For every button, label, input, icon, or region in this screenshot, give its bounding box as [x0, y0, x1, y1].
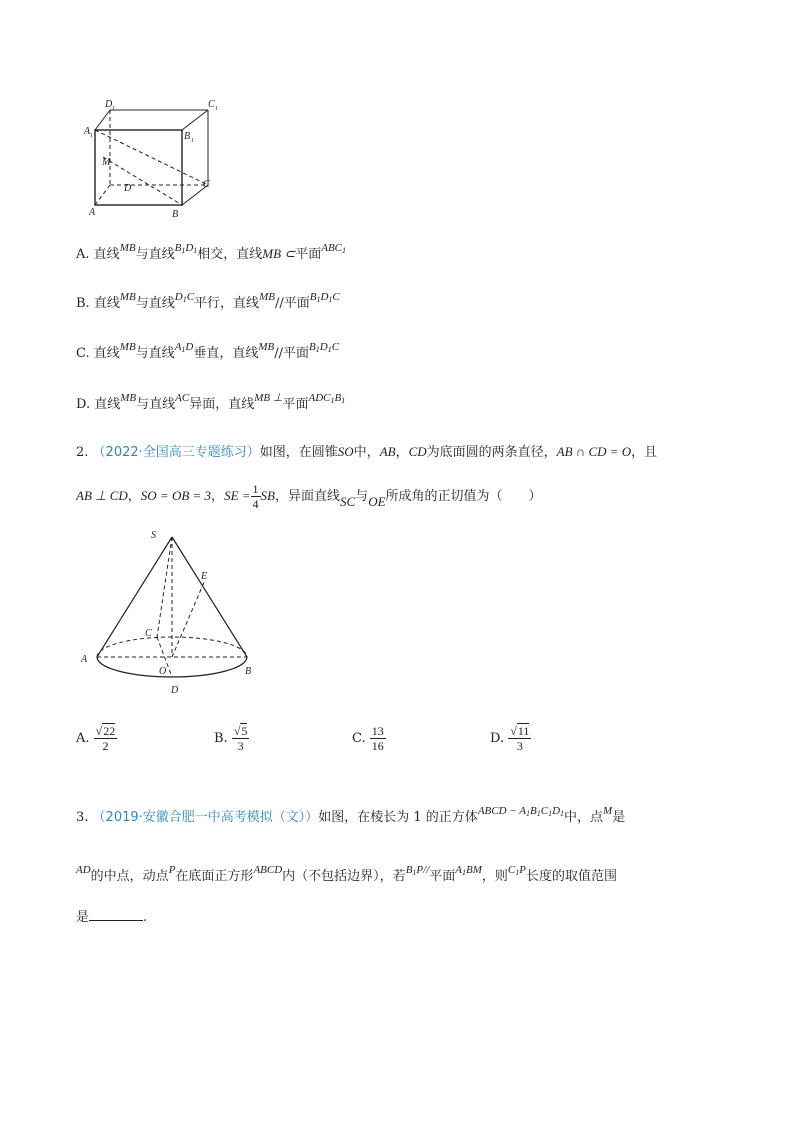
cone-figure: [75, 525, 275, 700]
label-d-cone: D: [171, 685, 179, 696]
q2-stem-line2: AB ⊥ CD，SO = OB = 3，SE = $\frac{1}{4}$ SB，异面直线SC与OE所成角的正切值为（ ）: [76, 482, 542, 511]
label-s: S: [151, 530, 156, 541]
label-a1-sub: 1: [90, 133, 93, 139]
cube-figure: [80, 95, 230, 220]
label-e: E: [201, 571, 208, 582]
label-b1: B: [184, 131, 191, 142]
q3-stem-line2: $^{AD}$的中点，动点$^P$在底面正方形$^{ABCD}$内（不包括边界），若$^{B_1P//}$平面$^{A_1BM}$，则$^{C_1P}$长度的取值范围: [76, 864, 618, 884]
q2-option-d: D. $\frac{√11}{3}$: [490, 724, 530, 753]
label-c1: C: [208, 99, 215, 110]
q2-number: 2.: [76, 445, 89, 460]
label-m: M: [102, 157, 111, 168]
label-c: C: [203, 179, 210, 190]
q1-option-a: A. 直线$^{MB}$与直线$^{B_1D_1}$相交，直线MB ⊂平面$^{ABC_1}$: [76, 242, 347, 262]
q1-option-b: B. 直线$^{MB}$与直线$^{D_1C}$平行，直线$^{MB}$//平面$^{B_1D_1C}$: [76, 291, 340, 311]
label-b1-sub: 1: [191, 138, 194, 144]
label-c-cone: C: [145, 628, 152, 639]
label-a: A: [89, 207, 96, 218]
q2-stem-line1: 2. （2022·全国高三专题练习）如图，在圆锥SO中，AB，CD为底面圆的两条直径，AB ∩ CD = O，且: [76, 444, 658, 460]
q3-stem-line1: 3. （2019·安徽合肥一中高考模拟（文））如图，在棱长为 1 的正方体$^{ABCD - A_1B_1C_1D_1}$中，点$^M$是: [76, 805, 626, 825]
q2-source: （2022·全国高三专题练习）: [92, 445, 260, 460]
answer-blank[interactable]: [89, 920, 143, 921]
q1-option-d: D. 直线$^{MB}$与直线$^{AC}$异面，直线$^{MB \perp}$平面$^{ADC_1B_1}$: [76, 392, 346, 412]
label-c1-sub: 1: [215, 106, 218, 112]
q2-option-a: A. $\frac{√22}{2}$: [76, 724, 116, 753]
q2-option-c: C. $\frac{13}{16}$: [352, 724, 384, 753]
label-d1-sub: 1: [112, 106, 115, 112]
q3-stem-line3: 是 .: [76, 910, 148, 925]
label-b: B: [172, 209, 179, 220]
label-d1: D: [105, 99, 113, 110]
q3-source: （2019·安徽合肥一中高考模拟（文））: [92, 810, 319, 825]
fraction-one-quarter: $\frac{1}{4}$: [252, 482, 259, 511]
label-b-cone: B: [245, 666, 252, 677]
label-a1: A: [84, 126, 91, 137]
q2-option-b: B. $\frac{√5}{3}$: [214, 724, 248, 753]
label-o: O: [159, 666, 167, 677]
q3-number: 3.: [76, 810, 89, 825]
label-d: D: [124, 183, 132, 194]
label-a-cone: A: [81, 654, 88, 665]
q1-option-c: C. 直线$^{MB}$与直线$^{A_1D}$垂直，直线$^{MB}$//平面$^{B_1D_1C}$: [76, 341, 340, 361]
